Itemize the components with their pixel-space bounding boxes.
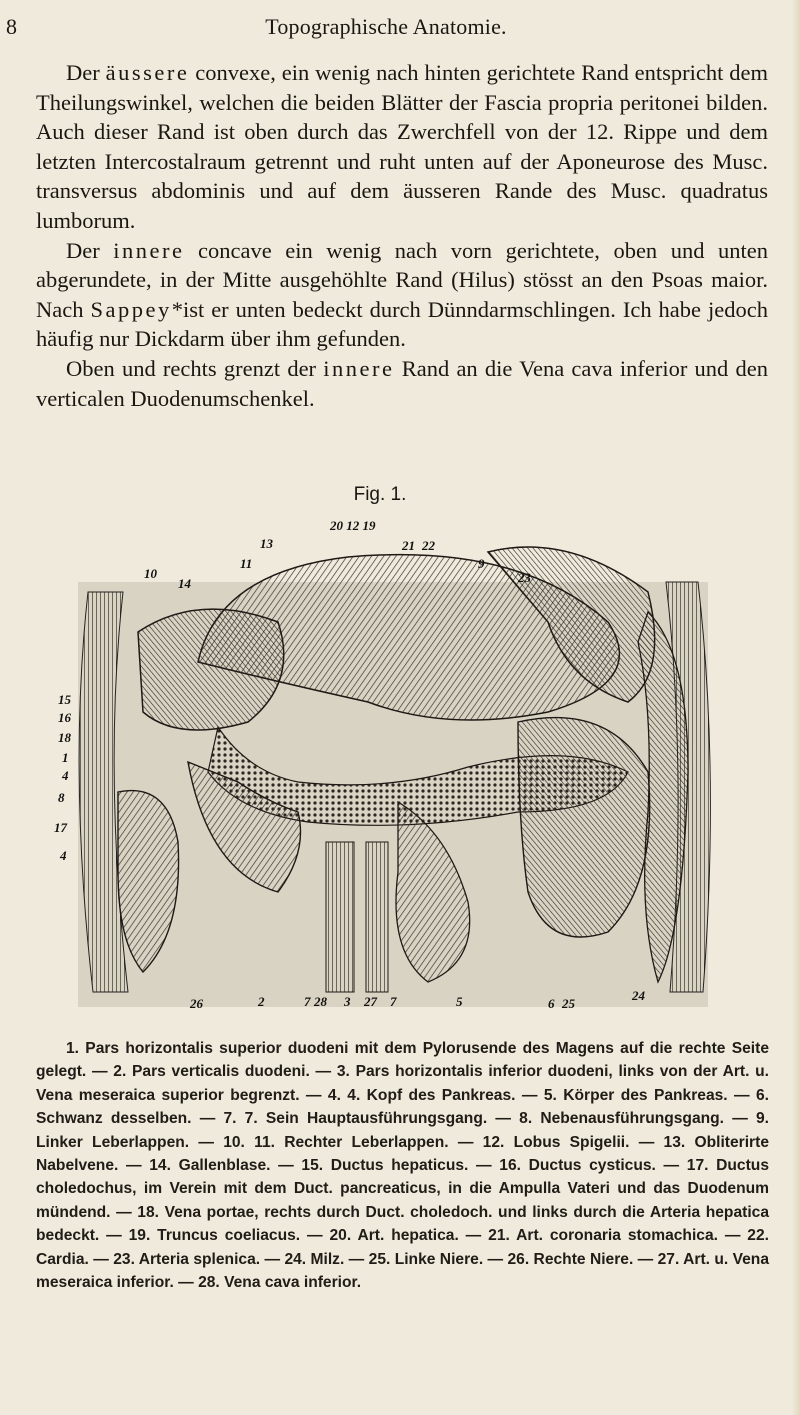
figure-label: 21 — [402, 538, 415, 553]
figure-label: 7 — [304, 994, 311, 1009]
anatomical-illustration — [48, 512, 738, 1027]
figure-label: 18 — [58, 730, 71, 745]
emphasis-innere: innere — [113, 237, 185, 263]
figure-label: 26 — [190, 996, 203, 1011]
figure-label: 22 — [422, 538, 435, 553]
figure-label: 3 — [344, 994, 351, 1009]
figure-label: 20 12 19 — [330, 518, 376, 533]
figure-label: 2 — [258, 994, 265, 1009]
figure-legend — [36, 1037, 769, 1294]
legend-text: 1. Pars horizontalis superior duodeni mit dem Pylorusende des Magens auf die rechte Seite gelegt. — 2. Pars verticalis duodeni. — 3. Pars horizontalis inferior duodeni, links von der Art. u. Vena meseraica superior begrenzt. — 4. 4. Kopf des Pankreas. — 5. Körper des Pankreas. — 6. Schwanz desselben. — 7. 7. Sein Hauptausführungsgang. — 8. Nebenausführungsgang. — 9. Linker Leberlappen. — 10. 11. Rechter Leberlappen. — 12. Lobus Spigelii. — 13. Obliterirte Nabelvene. — 14. Gallenblase. — 15. Ductus hepaticus. — 16. Ductus cysticus. — 17. Ductus choledochus, im Verein mit dem Duct. pancreaticus, in die Ampulla Vateri und das Duodenum mündend. — 18. Vena portae, rechts durch Duct. choledoch. und links durch die Arteria hepatica bedeckt. — 19. Truncus coeliacus. — 20. Art. hepatica. — 21. Art. coronaria stomachica. — 22. Cardia. — 23. Arteria splenica. — 24. Milz. — 25. Linke Niere. — 26. Rechte Niere. — 27. Art. u. Vena meseraica inferior. — 28. Vena cava inferior. — [36, 1040, 769, 1292]
paragraph-inner-border: Der innere concave ein wenig nach vorn gerichtete, oben und unten abgerundete, in der Mitte ausgehöhlte Rand (Hilus) stösst an den Psoas maior. Nach Sappey*ist er unten bedeckt durch Dünndarmschlingen. Ich habe jedoch häufig nur Dickdarm über ihm gefunden. — [36, 237, 768, 352]
page-edge-shadow — [792, 0, 800, 1415]
paragraph-upper-right: Oben und rechts grenzt der innere Rand an die Vena cava inferior und den verticalen Duodenumschenkel. — [36, 355, 769, 411]
emphasis-aeussere: äussere — [105, 60, 190, 85]
figure-label: 10 — [144, 566, 157, 581]
figure-label: 28 — [314, 994, 327, 1009]
figure-label: 15 — [58, 692, 71, 707]
emphasis-sappey: Sappey — [90, 296, 172, 322]
vena-cava-inferior — [326, 842, 354, 992]
figure-label: 11 — [240, 556, 253, 571]
aorta — [366, 842, 388, 992]
figure-label: 13 — [260, 536, 273, 551]
figure-label: 5 — [456, 994, 463, 1009]
figure-label: 7 — [390, 994, 397, 1009]
figure-label: 9 — [478, 556, 485, 571]
figure-label: 8 — [58, 790, 65, 805]
emphasis-innere-2: innere — [323, 355, 395, 381]
page-number: 8 — [6, 14, 17, 39]
figure-label: 6 — [548, 996, 555, 1011]
figure-label: 4 — [60, 848, 67, 863]
paragraph-outer-border: Der äussere convexe, ein wenig nach hinten gerichtete Rand entspricht dem Theilungswinkel, welchen die beiden Blätter der Fascia propria peritonei bilden. Auch dieser Rand ist oben durch das Zwerchfell von der 12. Rippe und dem letzten Intercostalraum getrennt und ruht unten auf der Aponeurose des Musc. transversus abdominis und auf dem äusseren Rande des Musc. quadratus lumborum. — [36, 60, 768, 233]
running-title: Topographische Anatomie. — [265, 14, 507, 39]
figure-label: 25 — [562, 996, 575, 1011]
figure-label: 17 — [54, 820, 67, 835]
figure-label: 16 — [58, 710, 71, 725]
figure-title: Fig. 1. — [353, 484, 407, 505]
body-text — [36, 58, 768, 413]
figure-label: 23 — [518, 570, 531, 585]
page-header — [6, 14, 766, 44]
figure-label: 24 — [632, 988, 645, 1003]
figure-label: 4 — [62, 768, 69, 783]
figure-label: 14 — [178, 576, 191, 591]
figure-label: 27 — [364, 994, 377, 1009]
figure-label: 1 — [62, 750, 69, 765]
